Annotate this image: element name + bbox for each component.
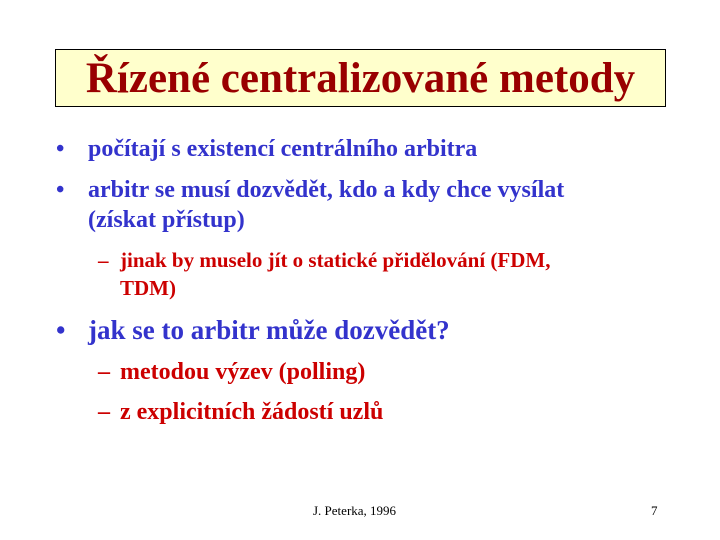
footer-page-number: 7 — [651, 503, 658, 518]
sub-bullet-continuation — [120, 278, 176, 299]
sub-bullet-text: z explicitních žádostí uzlů — [120, 399, 384, 425]
footer-author: J. Peterka, 1996 — [313, 503, 397, 518]
sub-bullet-item — [98, 248, 551, 272]
sub-bullet-continuation-text: TDM) — [120, 276, 176, 300]
bullet-text: arbitr se musí dozvědět, kdo a kdy chce vysílat — [88, 177, 565, 203]
bullet-marker: • — [56, 315, 66, 345]
bullet-item-2 — [56, 177, 565, 203]
bullet-continuation-text: (získat přístup) — [88, 207, 245, 233]
bullet-item-1 — [56, 136, 478, 162]
slide-title: Řízené centralizované metody — [85, 54, 636, 102]
sub-bullet-text: jinak by muselo jít o statické přidělování (FDM, — [120, 248, 551, 272]
slide-title-box — [55, 49, 666, 107]
sub-bullet-large-2 — [98, 399, 384, 425]
sub-bullet-text: metodou výzev (polling) — [120, 359, 366, 385]
bullet-marker: • — [56, 177, 65, 203]
sub-bullet-marker: – — [98, 248, 109, 272]
bullet-text: jak se to arbitr může dozvědět? — [88, 315, 450, 345]
bullet-item-2-continuation — [88, 208, 245, 232]
sub-bullet-marker: – — [98, 359, 110, 385]
bullet-marker: • — [56, 136, 65, 162]
bullet-text: počítají s existencí centrálního arbitra — [88, 136, 478, 162]
sub-bullet-large-1 — [98, 359, 366, 385]
bullet-item-3 — [56, 315, 450, 345]
sub-bullet-marker: – — [98, 399, 110, 425]
